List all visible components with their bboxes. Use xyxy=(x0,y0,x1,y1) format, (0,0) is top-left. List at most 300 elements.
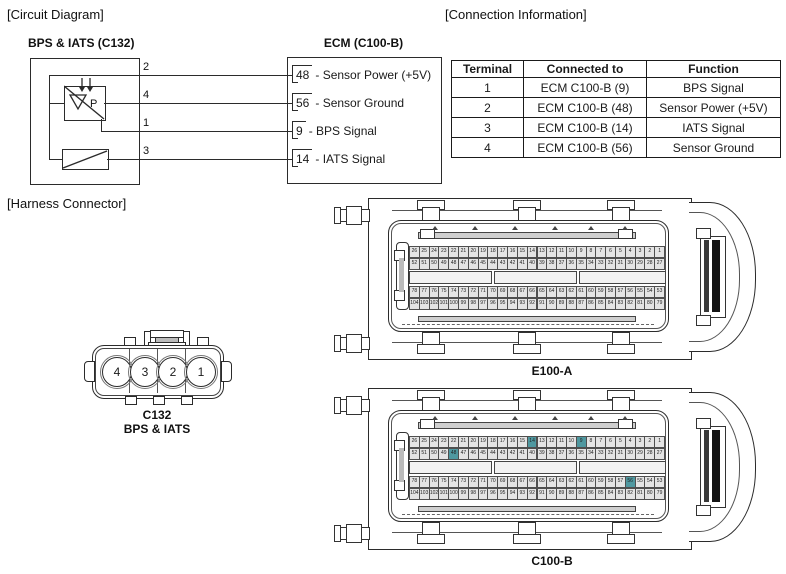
ecm-pin-highlighted: 14 xyxy=(527,436,538,448)
ecm-pin-cell: 57 xyxy=(615,286,626,298)
wire-pin-label: 4 xyxy=(143,89,150,101)
ecm-pin-cell: 67 xyxy=(517,476,528,488)
terminal-desc: - BPS Signal xyxy=(308,124,377,138)
caret-mark xyxy=(622,416,628,420)
table-cell: Sensor Ground xyxy=(647,138,781,158)
table-cell: ECM C100-B (9) xyxy=(524,78,647,98)
side-tab xyxy=(221,361,232,382)
ecm-pin-cell: 9 xyxy=(576,246,587,258)
ecm-pin-cell: 45 xyxy=(478,258,489,270)
row-divider xyxy=(579,271,666,284)
ecm-pin-cell: 59 xyxy=(595,286,606,298)
ecm-pin-cell: 90 xyxy=(546,298,557,310)
bottom-latch xyxy=(607,534,635,544)
ecm-pin-cell: 2 xyxy=(644,246,655,258)
ecm-pin-cell: 82 xyxy=(625,298,636,310)
wire-line xyxy=(101,131,293,132)
terminal-desc: - Sensor Power (+5V) xyxy=(315,68,432,82)
ecm-pin-cell: 86 xyxy=(586,488,597,500)
ecm-pin-cell: 89 xyxy=(556,298,567,310)
ecm-pin-cell: 46 xyxy=(468,258,479,270)
ecm-pin-cell: 55 xyxy=(635,476,646,488)
bottom-latch xyxy=(417,344,445,354)
ecm-pin-cell: 15 xyxy=(517,246,528,258)
bottom-latch xyxy=(417,534,445,544)
ecm-pin-cell: 86 xyxy=(586,298,597,310)
ecm-pin-cell: 24 xyxy=(429,436,440,448)
ecm-pin-cell: 74 xyxy=(448,286,459,298)
mount-tab-end xyxy=(334,335,341,352)
table-header-cell: Terminal xyxy=(452,61,524,78)
ecm-pin-cell: 37 xyxy=(556,448,567,460)
ecm-pin-cell: 77 xyxy=(419,476,430,488)
ecm-pin-cell: 76 xyxy=(429,476,440,488)
ecm-pin-cell: 22 xyxy=(448,436,459,448)
ecm-pin-cell: 53 xyxy=(654,476,665,488)
ecm-pin-cell: 32 xyxy=(605,258,616,270)
ecm-pin-cell: 95 xyxy=(497,488,508,500)
ecm-pin-cell: 57 xyxy=(615,476,626,488)
row-divider xyxy=(409,461,492,474)
ecm-pin-cell: 63 xyxy=(556,286,567,298)
row-divider xyxy=(579,461,666,474)
ecm-pin-cell: 33 xyxy=(595,448,606,460)
ecm-pin-cell: 54 xyxy=(644,476,655,488)
ecm-pin-cell: 31 xyxy=(615,258,626,270)
ecm-pin-cell: 19 xyxy=(478,246,489,258)
table-header-cell: Function xyxy=(647,61,781,78)
ecm-pin-cell: 100 xyxy=(448,488,459,500)
table-row xyxy=(452,98,781,118)
connection-table-grid xyxy=(451,60,781,158)
seal-clip xyxy=(618,229,633,239)
ecm-pin-cell: 12 xyxy=(546,436,557,448)
mount-tab-end xyxy=(334,525,341,542)
caret-mark xyxy=(472,416,478,420)
ecm-pin-cell: 26 xyxy=(409,436,420,448)
row-divider xyxy=(494,461,577,474)
ecm-pin-cell: 63 xyxy=(556,476,567,488)
table-row xyxy=(452,78,781,98)
bottom-tab xyxy=(181,396,193,405)
lock-bar xyxy=(712,240,720,312)
ecm-pin-cell: 88 xyxy=(566,298,577,310)
wire-line xyxy=(49,75,50,159)
ecm-pin-cell: 17 xyxy=(497,246,508,258)
ecm-pin-cell: 30 xyxy=(625,258,636,270)
seal-bar-bottom xyxy=(418,506,636,512)
ecm-pin-cell: 13 xyxy=(537,436,548,448)
ecm-pin-cell: 49 xyxy=(438,448,449,460)
connector-label: E100-A xyxy=(531,364,573,378)
ecm-pin-cell: 65 xyxy=(537,476,548,488)
ecm-pin-cell: 94 xyxy=(507,488,518,500)
harness-pin xyxy=(186,357,216,387)
lock-clip xyxy=(696,505,711,516)
heading-connection-information: [Connection Information] xyxy=(445,7,587,22)
ecm-pin-cell: 3 xyxy=(635,246,646,258)
table-cell: Sensor Power (+5V) xyxy=(647,98,781,118)
ecm-terminal xyxy=(292,121,377,139)
bottom-latch xyxy=(513,534,541,544)
ecm-pin-cell: 18 xyxy=(487,246,498,258)
ecm-pin-cell: 83 xyxy=(615,298,626,310)
row-divider xyxy=(409,271,492,284)
ecm-pin-cell: 36 xyxy=(566,258,577,270)
ecm-pin-cell: 87 xyxy=(576,488,587,500)
ecm-pin-cell: 101 xyxy=(438,488,449,500)
ecm-pin-cell: 31 xyxy=(615,448,626,460)
ecm-pin-cell: 49 xyxy=(438,258,449,270)
ecm-pin-cell: 21 xyxy=(458,436,469,448)
terminal-number: 56 xyxy=(292,93,312,111)
ecm-pin-cell: 28 xyxy=(644,448,655,460)
terminal-desc: - IATS Signal xyxy=(315,152,386,166)
ecm-pin-cell: 96 xyxy=(487,488,498,500)
wire-pin-label: 3 xyxy=(143,145,150,157)
ecm-pin-cell: 84 xyxy=(605,488,616,500)
ecm-pin-cell: 68 xyxy=(507,286,518,298)
ecm-pin-cell: 70 xyxy=(487,476,498,488)
ecm-pin-cell: 20 xyxy=(468,436,479,448)
wire-pin-label: 1 xyxy=(143,117,150,129)
ecm-pin-cell: 103 xyxy=(419,488,430,500)
ecm-pin-cell: 38 xyxy=(546,258,557,270)
ecm-pin-cell: 30 xyxy=(625,448,636,460)
ecm-pin-cell: 53 xyxy=(654,286,665,298)
ecm-pin-cell: 61 xyxy=(576,476,587,488)
ecm-pin-cell: 98 xyxy=(468,298,479,310)
caret-mark xyxy=(552,416,558,420)
dashed-line xyxy=(402,324,654,325)
lock-clip xyxy=(696,418,711,429)
ecm-pin-cell: 94 xyxy=(507,298,518,310)
seal-clip xyxy=(618,419,633,429)
ecm-pin-cell: 39 xyxy=(537,258,548,270)
ecm-pin-cell: 62 xyxy=(566,476,577,488)
ecm-pin-cell: 51 xyxy=(419,258,430,270)
ecm-pin-cell: 34 xyxy=(586,258,597,270)
lock-clip xyxy=(696,228,711,239)
ecm-pin-cell: 71 xyxy=(478,476,489,488)
ecm-terminal xyxy=(292,65,431,83)
ecm-pin-cell: 88 xyxy=(566,488,577,500)
ecm-pin-cell: 40 xyxy=(527,258,538,270)
ecm-pin-cell: 91 xyxy=(537,298,548,310)
table-cell: IATS Signal xyxy=(647,118,781,138)
ecm-pin-cell: 17 xyxy=(497,436,508,448)
seal-bar-top xyxy=(418,232,636,239)
caret-mark xyxy=(552,226,558,230)
ecm-label: ECM (C100-B) xyxy=(323,36,404,50)
ecm-pin-cell: 16 xyxy=(507,246,518,258)
seal-clip xyxy=(420,229,435,239)
ecm-pin-cell: 44 xyxy=(487,448,498,460)
ecm-pin-cell: 27 xyxy=(654,258,665,270)
harness-pin-number: 3 xyxy=(141,365,149,379)
ecm-pin-cell: 8 xyxy=(586,246,597,258)
dashed-line xyxy=(402,514,654,515)
table-cell: 2 xyxy=(452,98,524,118)
thermistor-diagonal xyxy=(62,149,109,170)
key-bar xyxy=(399,448,404,482)
ecm-pin-cell: 66 xyxy=(527,476,538,488)
ecm-pin-cell: 50 xyxy=(429,448,440,460)
ecm-pin-highlighted: 9 xyxy=(576,436,587,448)
table-cell: ECM C100-B (48) xyxy=(524,98,647,118)
ecm-pin-cell: 5 xyxy=(615,436,626,448)
caret-mark xyxy=(432,416,438,420)
ecm-pin-cell: 84 xyxy=(605,298,616,310)
wire-pin-label: 2 xyxy=(143,61,150,73)
ecm-pin-cell: 14 xyxy=(527,246,538,258)
ecm-pin-cell: 56 xyxy=(625,286,636,298)
ecm-pin-cell: 75 xyxy=(438,476,449,488)
ecm-pin-cell: 75 xyxy=(438,286,449,298)
ecm-pin-cell: 28 xyxy=(644,258,655,270)
ecm-pin-cell: 93 xyxy=(517,488,528,500)
ecm-connector-drawing-e100a xyxy=(332,196,772,380)
ecm-pin-cell: 36 xyxy=(566,448,577,460)
ecm-pin-cell: 101 xyxy=(438,298,449,310)
table-row xyxy=(452,118,781,138)
table-header-cell: Connected to xyxy=(524,61,647,78)
ecm-pin-cell: 103 xyxy=(419,298,430,310)
ecm-pin-cell: 81 xyxy=(635,298,646,310)
bottom-latch xyxy=(607,344,635,354)
ecm-pin-cell: 61 xyxy=(576,286,587,298)
ecm-pin-cell: 64 xyxy=(546,476,557,488)
ecm-pin-cell: 73 xyxy=(458,286,469,298)
ecm-pin-cell: 41 xyxy=(517,258,528,270)
ecm-pin-cell: 42 xyxy=(507,448,518,460)
ecm-pin-cell: 2 xyxy=(644,436,655,448)
ecm-pin-cell: 6 xyxy=(605,246,616,258)
ecm-pin-cell: 44 xyxy=(487,258,498,270)
caret-mark xyxy=(432,226,438,230)
ecm-pin-cell: 85 xyxy=(595,488,606,500)
ecm-pin-cell: 78 xyxy=(409,286,420,298)
ecm-pin-cell: 58 xyxy=(605,286,616,298)
ecm-pin-cell: 32 xyxy=(605,448,616,460)
ecm-pin-cell: 60 xyxy=(586,476,597,488)
ecm-pin-cell: 23 xyxy=(438,436,449,448)
ecm-pin-cell: 104 xyxy=(409,488,420,500)
ecm-pin-cell: 81 xyxy=(635,488,646,500)
caret-mark xyxy=(588,226,594,230)
terminal-number: 48 xyxy=(292,65,312,83)
ecm-pin-cell: 76 xyxy=(429,286,440,298)
ecm-pin-cell: 24 xyxy=(429,246,440,258)
sensor-p-label: P xyxy=(90,98,98,110)
ecm-pin-cell: 95 xyxy=(497,298,508,310)
ecm-pin-cell: 52 xyxy=(409,258,420,270)
wire-line xyxy=(49,103,64,104)
caret-mark xyxy=(622,226,628,230)
ecm-pin-cell: 98 xyxy=(468,488,479,500)
ecm-pin-cell: 104 xyxy=(409,298,420,310)
ecm-pin-cell: 85 xyxy=(595,298,606,310)
wire-line xyxy=(107,159,293,160)
ecm-pin-cell: 42 xyxy=(507,258,518,270)
ecm-pin-cell: 13 xyxy=(537,246,548,258)
ecm-pin-highlighted: 48 xyxy=(448,448,459,460)
ecm-pin-cell: 51 xyxy=(419,448,430,460)
caret-mark xyxy=(512,226,518,230)
ecm-pin-cell: 90 xyxy=(546,488,557,500)
ecm-pin-cell: 64 xyxy=(546,286,557,298)
ecm-pin-cell: 59 xyxy=(595,476,606,488)
ecm-pin-cell: 27 xyxy=(654,448,665,460)
wire-line xyxy=(49,159,62,160)
table-cell: BPS Signal xyxy=(647,78,781,98)
mount-tab-cap xyxy=(346,206,362,225)
ecm-pin-cell: 47 xyxy=(458,448,469,460)
ecm-pin-cell: 12 xyxy=(546,246,557,258)
ecm-pin-cell: 23 xyxy=(438,246,449,258)
mount-tab-end xyxy=(334,207,341,224)
ecm-pin-cell: 78 xyxy=(409,476,420,488)
caret-mark xyxy=(588,416,594,420)
ecm-pin-cell: 43 xyxy=(497,448,508,460)
key-bar xyxy=(399,258,404,292)
ecm-pin-cell: 7 xyxy=(595,246,606,258)
terminal-desc: - Sensor Ground xyxy=(315,96,405,110)
ecm-pin-cell: 80 xyxy=(644,298,655,310)
bps-iats-label: BPS & IATS (C132) xyxy=(28,36,135,50)
caret-mark xyxy=(512,416,518,420)
ecm-pin-cell: 11 xyxy=(556,436,567,448)
ecm-pin-cell: 99 xyxy=(458,298,469,310)
wire-line xyxy=(104,103,293,104)
ecm-pin-cell: 96 xyxy=(487,298,498,310)
ecm-pin-cell: 54 xyxy=(644,286,655,298)
ecm-pin-cell: 67 xyxy=(517,286,528,298)
ecm-pin-cell: 91 xyxy=(537,488,548,500)
ecm-pin-cell: 10 xyxy=(566,436,577,448)
ecm-pin-cell: 25 xyxy=(419,246,430,258)
ecm-pin-cell: 70 xyxy=(487,286,498,298)
ecm-pin-cell: 92 xyxy=(527,298,538,310)
ecm-pin-cell: 21 xyxy=(458,246,469,258)
ecm-pin-cell: 60 xyxy=(586,286,597,298)
ecm-pin-cell: 79 xyxy=(654,488,665,500)
harness-pin-number: 2 xyxy=(169,365,177,379)
ecm-pin-cell: 58 xyxy=(605,476,616,488)
lock-bar xyxy=(704,240,709,312)
seal-bar-top xyxy=(418,422,636,429)
ecm-pin-cell: 39 xyxy=(537,448,548,460)
mount-tab-cap xyxy=(346,334,362,353)
pressure-sensor-detail xyxy=(64,78,108,122)
heading-circuit-diagram: [Circuit Diagram] xyxy=(7,7,104,22)
ecm-pin-cell: 66 xyxy=(527,286,538,298)
seal-bar-bottom xyxy=(418,316,636,322)
ecm-pin-cell: 73 xyxy=(458,476,469,488)
ecm-pin-cell: 65 xyxy=(537,286,548,298)
ecm-pin-cell: 92 xyxy=(527,488,538,500)
bottom-latch xyxy=(513,344,541,354)
ecm-pin-cell: 18 xyxy=(487,436,498,448)
ecm-pin-cell: 68 xyxy=(507,476,518,488)
ecm-pin-cell: 41 xyxy=(517,448,528,460)
lock-bar xyxy=(704,430,709,502)
ecm-pin-cell: 83 xyxy=(615,488,626,500)
ecm-pin-cell: 55 xyxy=(635,286,646,298)
ecm-pin-cell: 50 xyxy=(429,258,440,270)
ecm-pin-cell: 100 xyxy=(448,298,459,310)
seal-clip xyxy=(420,419,435,429)
ecm-pin-cell: 35 xyxy=(576,258,587,270)
heading-harness-connector: [Harness Connector] xyxy=(7,196,127,211)
ecm-pin-cell: 26 xyxy=(409,246,420,258)
ecm-pin-cell: 77 xyxy=(419,286,430,298)
connector-id-label: C132 xyxy=(142,408,172,422)
ecm-terminal xyxy=(292,149,385,167)
ecm-pin-cell: 80 xyxy=(644,488,655,500)
ecm-pin-cell: 10 xyxy=(566,246,577,258)
ecm-pin-cell: 79 xyxy=(654,298,665,310)
row-divider xyxy=(494,271,577,284)
ecm-pin-cell: 4 xyxy=(625,246,636,258)
table-cell: ECM C100-B (56) xyxy=(524,138,647,158)
ecm-pin-cell: 34 xyxy=(586,448,597,460)
caret-mark xyxy=(472,226,478,230)
ecm-pin-cell: 20 xyxy=(468,246,479,258)
ecm-pin-cell: 102 xyxy=(429,488,440,500)
ecm-pin-cell: 71 xyxy=(478,286,489,298)
terminal-number: 9 xyxy=(292,121,306,139)
ecm-pin-cell: 40 xyxy=(527,448,538,460)
connection-table xyxy=(451,60,781,158)
ecm-pin-cell: 11 xyxy=(556,246,567,258)
ecm-pin-cell: 46 xyxy=(468,448,479,460)
ecm-pin-highlighted: 56 xyxy=(625,476,636,488)
ecm-pin-cell: 1 xyxy=(654,246,665,258)
ecm-pin-cell: 25 xyxy=(419,436,430,448)
ecm-pin-cell: 45 xyxy=(478,448,489,460)
ecm-pin-cell: 43 xyxy=(497,258,508,270)
ecm-pin-cell: 7 xyxy=(595,436,606,448)
mount-tab-cap xyxy=(346,524,362,543)
ecm-pin-cell: 33 xyxy=(595,258,606,270)
terminal-number: 14 xyxy=(292,149,312,167)
ecm-pin-cell: 29 xyxy=(635,448,646,460)
ecm-pin-cell: 99 xyxy=(458,488,469,500)
table-cell: 4 xyxy=(452,138,524,158)
table-row xyxy=(452,138,781,158)
table-cell: ECM C100-B (14) xyxy=(524,118,647,138)
bottom-tab xyxy=(125,396,137,405)
ecm-pin-cell: 6 xyxy=(605,436,616,448)
connector-label: C100-B xyxy=(531,554,573,568)
side-tab xyxy=(84,361,95,382)
mount-tab-end xyxy=(334,397,341,414)
ecm-pin-cell: 22 xyxy=(448,246,459,258)
lock-bar xyxy=(712,430,720,502)
ecm-terminal xyxy=(292,93,404,111)
ecm-pin-cell: 15 xyxy=(517,436,528,448)
ecm-pin-cell: 69 xyxy=(497,286,508,298)
ecm-pin-cell: 69 xyxy=(497,476,508,488)
ecm-pin-cell: 48 xyxy=(448,258,459,270)
ecm-pin-cell: 4 xyxy=(625,436,636,448)
ecm-pin-cell: 72 xyxy=(468,476,479,488)
ecm-pin-cell: 89 xyxy=(556,488,567,500)
ecm-pin-cell: 102 xyxy=(429,298,440,310)
bottom-tab xyxy=(153,396,165,405)
ecm-pin-cell: 38 xyxy=(546,448,557,460)
